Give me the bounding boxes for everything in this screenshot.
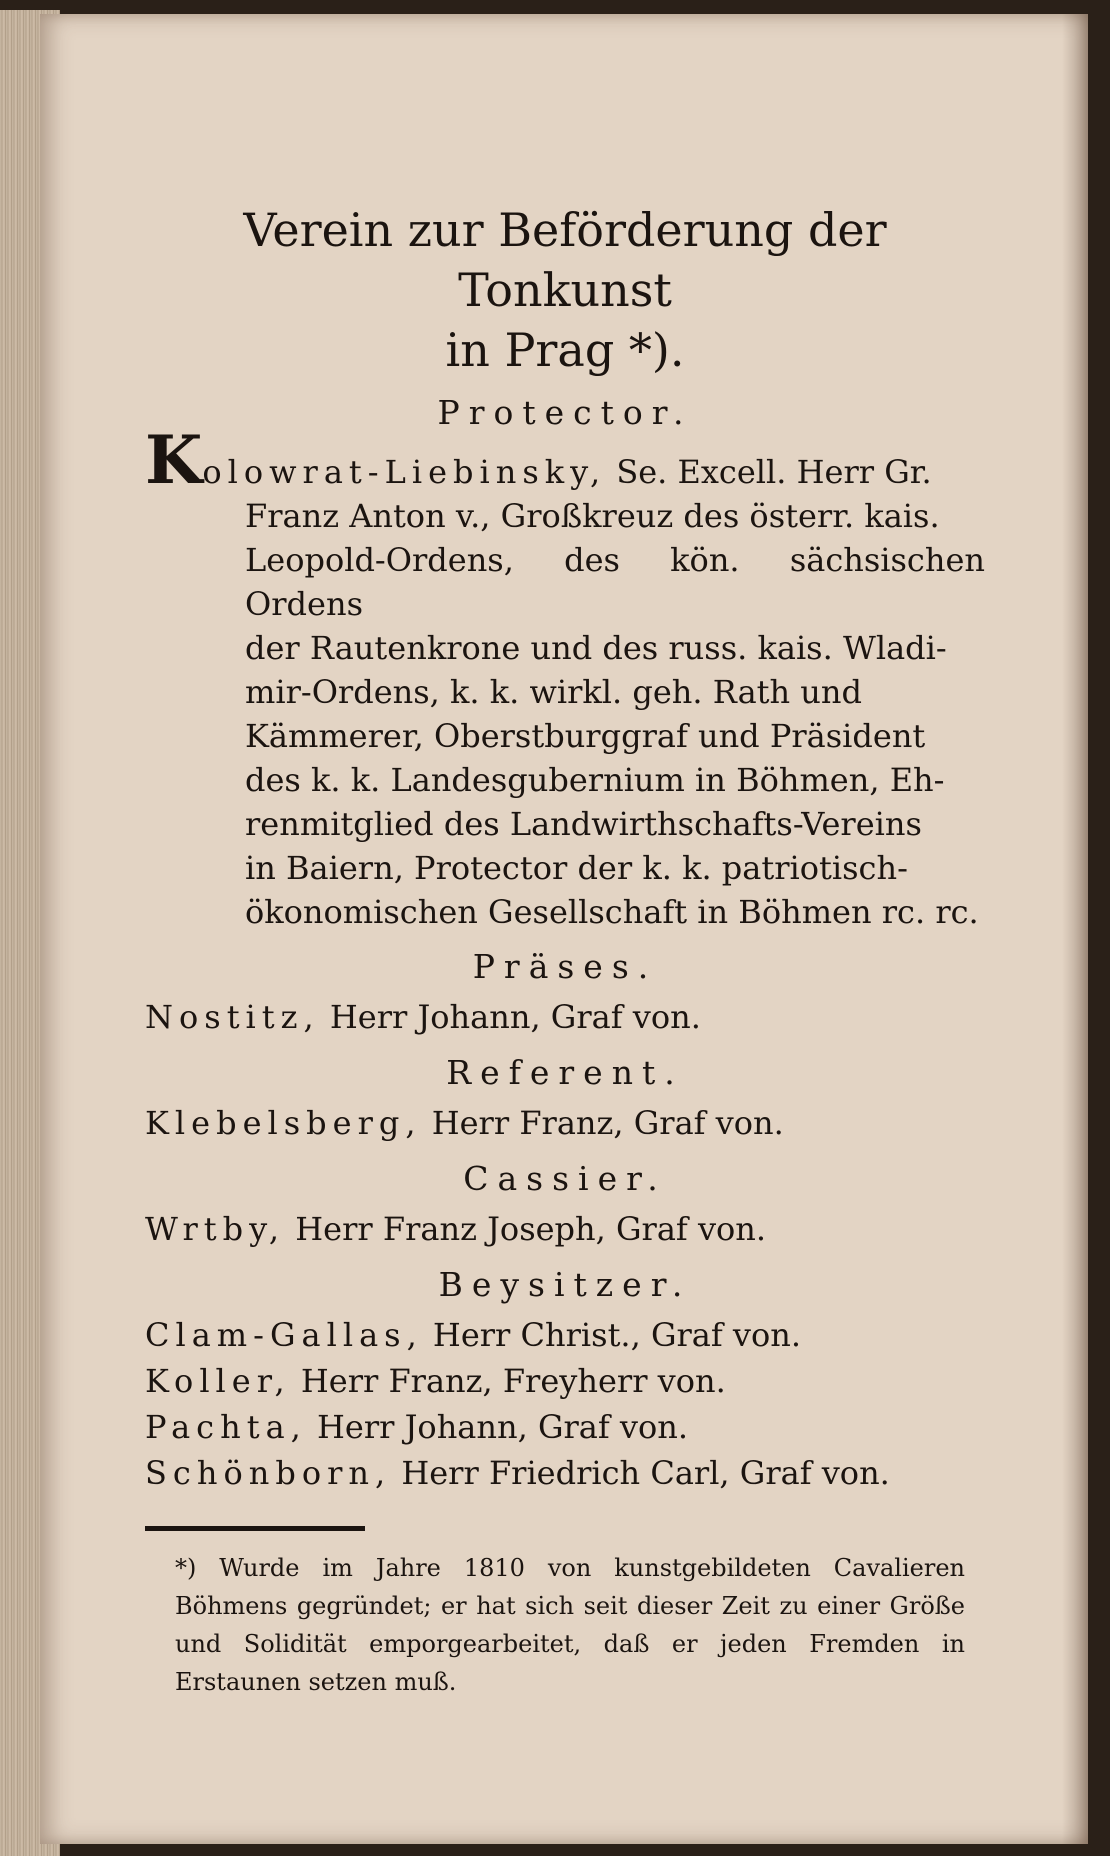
protector-line: Leopold-Ordens, des kön. sächsischen Ordens: [245, 541, 985, 623]
protector-line: der Rautenkrone und des russ. kais. Wladi-: [245, 629, 947, 667]
protector-line: mir-Ordens, k. k. wirkl. geh. Rath und: [245, 673, 862, 711]
member-title: Herr Friedrich Carl, Graf von.: [391, 1454, 890, 1492]
text-block: [145, 200, 985, 1701]
member-name: Wrtby,: [145, 1210, 286, 1248]
member-title: Herr Franz, Freyherr von.: [290, 1362, 726, 1400]
protector-entry: [145, 421, 985, 934]
member-name: Schönborn,: [145, 1454, 392, 1492]
protector-line: Franz Anton v., Großkreuz des österr. kais.: [245, 497, 940, 535]
member-title: Herr Johann, Graf von.: [319, 998, 701, 1036]
member-name: Koller,: [145, 1362, 291, 1400]
spine-shadow: [1062, 14, 1088, 1844]
beysitzer-entry: [145, 1404, 985, 1450]
beysitzer-entry: [145, 1358, 985, 1404]
protector-line: Se. Excell. Herr Gr.: [616, 453, 932, 491]
footnote: *) Wurde im Jahre 1810 von kunstgebildeten Cavalieren Böhmens gegründet; er hat sich seit dieser Zeit zu einer Größe und Solidität emporgearbeitet, daß er jeden Fremden in Erstaunen setzen muß.: [175, 1554, 965, 1696]
protector-line: renmitglied des Landwirthschafts-Vereins: [245, 805, 922, 843]
member-name: Klebelsberg,: [145, 1104, 422, 1142]
cassier-heading: Cassier.: [463, 1159, 667, 1198]
protector-line: des k. k. Landesgubernium in Böhmen, Eh-: [245, 761, 945, 799]
member-name: Clam-Gallas,: [145, 1316, 423, 1354]
praeses-entry: [145, 994, 985, 1040]
footnote-rule: [145, 1526, 365, 1531]
member-title: Herr Franz Joseph, Graf von.: [285, 1210, 767, 1248]
protector-line: ökonomischen Gesellschaft in Böhmen rc. rc.: [245, 893, 979, 931]
protector-line: Kämmerer, Oberstburggraf und Präsident: [245, 717, 926, 755]
page-title-line-2: in Prag *).: [445, 323, 685, 377]
cassier-entry: [145, 1206, 985, 1252]
member-title: Herr Johann, Graf von.: [306, 1408, 689, 1446]
member-title: Herr Franz, Graf von.: [421, 1104, 784, 1142]
beysitzer-heading: Beysitzer.: [438, 1265, 692, 1304]
beysitzer-entry: [145, 1450, 985, 1496]
drop-initial: K: [145, 421, 203, 499]
praeses-heading: Präses.: [472, 947, 658, 986]
page-title-line-1: Verein zur Beförderung der Tonkunst: [243, 203, 887, 317]
protector-line: in Baiern, Protector der k. k. patriotisch-: [245, 849, 908, 887]
member-name: Pachta,: [145, 1408, 307, 1446]
referent-heading: Referent.: [446, 1053, 684, 1092]
member-title: Herr Christ., Graf von.: [422, 1316, 802, 1354]
protector-name: olowrat-Liebinsky,: [202, 453, 607, 491]
referent-entry: [145, 1100, 985, 1146]
member-name: Nostitz,: [145, 998, 320, 1036]
protector-heading: Protector.: [437, 393, 693, 432]
beysitzer-entry: [145, 1312, 985, 1358]
